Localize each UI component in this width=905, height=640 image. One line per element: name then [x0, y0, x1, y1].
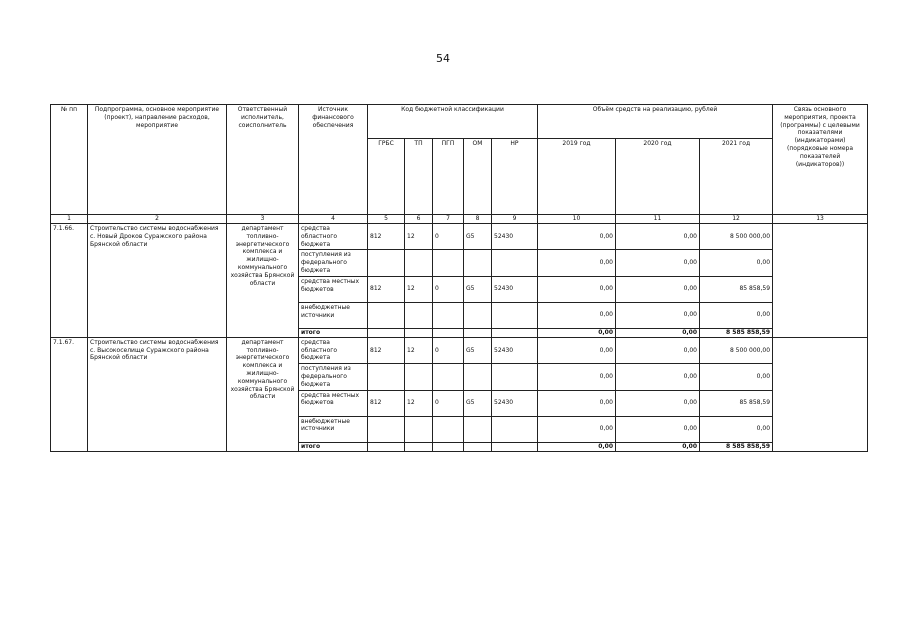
- value-2020: 0,00: [616, 337, 700, 363]
- header-num: № пп: [51, 105, 88, 215]
- value-2020: 0,00: [616, 250, 700, 276]
- tp-cell: 12: [405, 276, 433, 302]
- col-number: 10: [538, 215, 616, 224]
- value-2019: 0,00: [538, 250, 616, 276]
- header-pgp: ПГП: [433, 139, 464, 215]
- value-2020: 0,00: [616, 302, 700, 328]
- value-2021: 0,00: [700, 302, 773, 328]
- grbs-cell: 812: [368, 224, 405, 250]
- table-row: [51, 224, 868, 250]
- grbs-cell: [368, 250, 405, 276]
- header-2020: 2020 год: [616, 139, 700, 215]
- grbs-cell: 812: [368, 276, 405, 302]
- tp-cell: 12: [405, 224, 433, 250]
- total-2020: 0,00: [616, 442, 700, 451]
- pgp-cell: [433, 364, 464, 390]
- nr-cell: [492, 302, 538, 328]
- header-grbs: ГРБС: [368, 139, 405, 215]
- grbs-cell: [368, 416, 405, 442]
- col-number: 7: [433, 215, 464, 224]
- total-2021: 8 585 858,59: [700, 328, 773, 337]
- source-cell: средства областного бюджета: [299, 224, 368, 250]
- value-2021: 8 500 000,00: [700, 337, 773, 363]
- pgp-cell: [433, 302, 464, 328]
- value-2020: 0,00: [616, 276, 700, 302]
- source-cell: средства местных бюджетов: [299, 390, 368, 416]
- item-name: Строительство системы водоснабжения с. Высокоселище Суражского района Брянской области: [88, 337, 227, 451]
- value-2021: 8 500 000,00: [700, 224, 773, 250]
- value-2020: 0,00: [616, 364, 700, 390]
- pgp-cell: 0: [433, 337, 464, 363]
- tp-cell: 12: [405, 390, 433, 416]
- col-number: 8: [464, 215, 492, 224]
- grbs-cell: 812: [368, 337, 405, 363]
- nr-cell: 52430: [492, 276, 538, 302]
- nr-cell: [492, 416, 538, 442]
- item-name: Строительство системы водоснабжения с. Новый Дроков Суражского района Брянской области: [88, 224, 227, 338]
- pgp-cell: [433, 250, 464, 276]
- empty-cell: [368, 442, 405, 451]
- item-executor: департамент топливно-энергетического комплекса и жилищно-коммунального хозяйства Брянской области: [227, 337, 299, 451]
- header-source: Источник финансового обеспечения: [299, 105, 368, 215]
- empty-cell: [368, 328, 405, 337]
- budget-table: [50, 104, 868, 452]
- pgp-cell: [433, 416, 464, 442]
- empty-cell: [433, 328, 464, 337]
- empty-cell: [492, 442, 538, 451]
- empty-cell: [464, 442, 492, 451]
- value-2019: 0,00: [538, 390, 616, 416]
- value-2021: 85 858,59: [700, 390, 773, 416]
- page-number: 54: [436, 52, 450, 65]
- nr-cell: 52430: [492, 390, 538, 416]
- header-tp: ТП: [405, 139, 433, 215]
- value-2021: 85 858,59: [700, 276, 773, 302]
- tp-cell: [405, 416, 433, 442]
- om-cell: [464, 302, 492, 328]
- source-cell: поступления из федерального бюджета: [299, 250, 368, 276]
- nr-cell: [492, 250, 538, 276]
- tp-cell: [405, 364, 433, 390]
- col-number: 12: [700, 215, 773, 224]
- header-kbk: Код бюджетной классификации: [368, 105, 538, 139]
- nr-cell: 52430: [492, 337, 538, 363]
- link-cell: [773, 224, 868, 338]
- col-number: 1: [51, 215, 88, 224]
- value-2021: 0,00: [700, 250, 773, 276]
- om-cell: G5: [464, 276, 492, 302]
- source-cell: поступления из федерального бюджета: [299, 364, 368, 390]
- value-2019: 0,00: [538, 276, 616, 302]
- value-2019: 0,00: [538, 337, 616, 363]
- header-program: Подпрограмма, основное мероприятие (проект), направление расходов, мероприятие: [88, 105, 227, 215]
- value-2021: 0,00: [700, 416, 773, 442]
- source-cell: внебюджетные источники: [299, 416, 368, 442]
- om-cell: G5: [464, 390, 492, 416]
- empty-cell: [464, 328, 492, 337]
- col-number: 3: [227, 215, 299, 224]
- total-2019: 0,00: [538, 328, 616, 337]
- col-number: 11: [616, 215, 700, 224]
- col-number: 2: [88, 215, 227, 224]
- grbs-cell: [368, 302, 405, 328]
- value-2020: 0,00: [616, 390, 700, 416]
- header-link: Связь основного мероприятия, проекта (программы) с целевыми показателями (индикаторами) (порядковые номера показателей (индикаторов)): [773, 105, 868, 215]
- header-nr: НР: [492, 139, 538, 215]
- tp-cell: 12: [405, 337, 433, 363]
- total-2021: 8 585 858,59: [700, 442, 773, 451]
- total-label: итого: [299, 442, 368, 451]
- nr-cell: [492, 364, 538, 390]
- om-cell: [464, 364, 492, 390]
- om-cell: G5: [464, 337, 492, 363]
- header-2021: 2021 год: [700, 139, 773, 215]
- grbs-cell: [368, 364, 405, 390]
- total-label: итого: [299, 328, 368, 337]
- pgp-cell: 0: [433, 390, 464, 416]
- nr-cell: 52430: [492, 224, 538, 250]
- col-number: 9: [492, 215, 538, 224]
- total-2019: 0,00: [538, 442, 616, 451]
- header-2019: 2019 год: [538, 139, 616, 215]
- source-cell: средства местных бюджетов: [299, 276, 368, 302]
- col-number: 13: [773, 215, 868, 224]
- value-2020: 0,00: [616, 416, 700, 442]
- item-number: 7.1.66.: [51, 224, 88, 338]
- col-number: 5: [368, 215, 405, 224]
- empty-cell: [405, 442, 433, 451]
- header-volume: Объём средств на реализацию, рублей: [538, 105, 773, 139]
- item-executor: департамент топливно-энергетического комплекса и жилищно-коммунального хозяйства Брянской области: [227, 224, 299, 338]
- om-cell: [464, 416, 492, 442]
- header-executor: Ответственный исполнитель, соисполнитель: [227, 105, 299, 215]
- empty-cell: [433, 442, 464, 451]
- pgp-cell: 0: [433, 224, 464, 250]
- item-number: 7.1.67.: [51, 337, 88, 451]
- header-om: ОМ: [464, 139, 492, 215]
- source-cell: внебюджетные источники: [299, 302, 368, 328]
- source-cell: средства областного бюджета: [299, 337, 368, 363]
- pgp-cell: 0: [433, 276, 464, 302]
- empty-cell: [405, 328, 433, 337]
- value-2019: 0,00: [538, 302, 616, 328]
- empty-cell: [492, 328, 538, 337]
- total-2020: 0,00: [616, 328, 700, 337]
- column-number-row: [51, 215, 868, 224]
- value-2020: 0,00: [616, 224, 700, 250]
- value-2019: 0,00: [538, 416, 616, 442]
- table-row: [51, 337, 868, 363]
- om-cell: [464, 250, 492, 276]
- value-2019: 0,00: [538, 224, 616, 250]
- col-number: 4: [299, 215, 368, 224]
- value-2019: 0,00: [538, 364, 616, 390]
- grbs-cell: 812: [368, 390, 405, 416]
- tp-cell: [405, 302, 433, 328]
- link-cell: [773, 337, 868, 451]
- tp-cell: [405, 250, 433, 276]
- om-cell: G5: [464, 224, 492, 250]
- value-2021: 0,00: [700, 364, 773, 390]
- col-number: 6: [405, 215, 433, 224]
